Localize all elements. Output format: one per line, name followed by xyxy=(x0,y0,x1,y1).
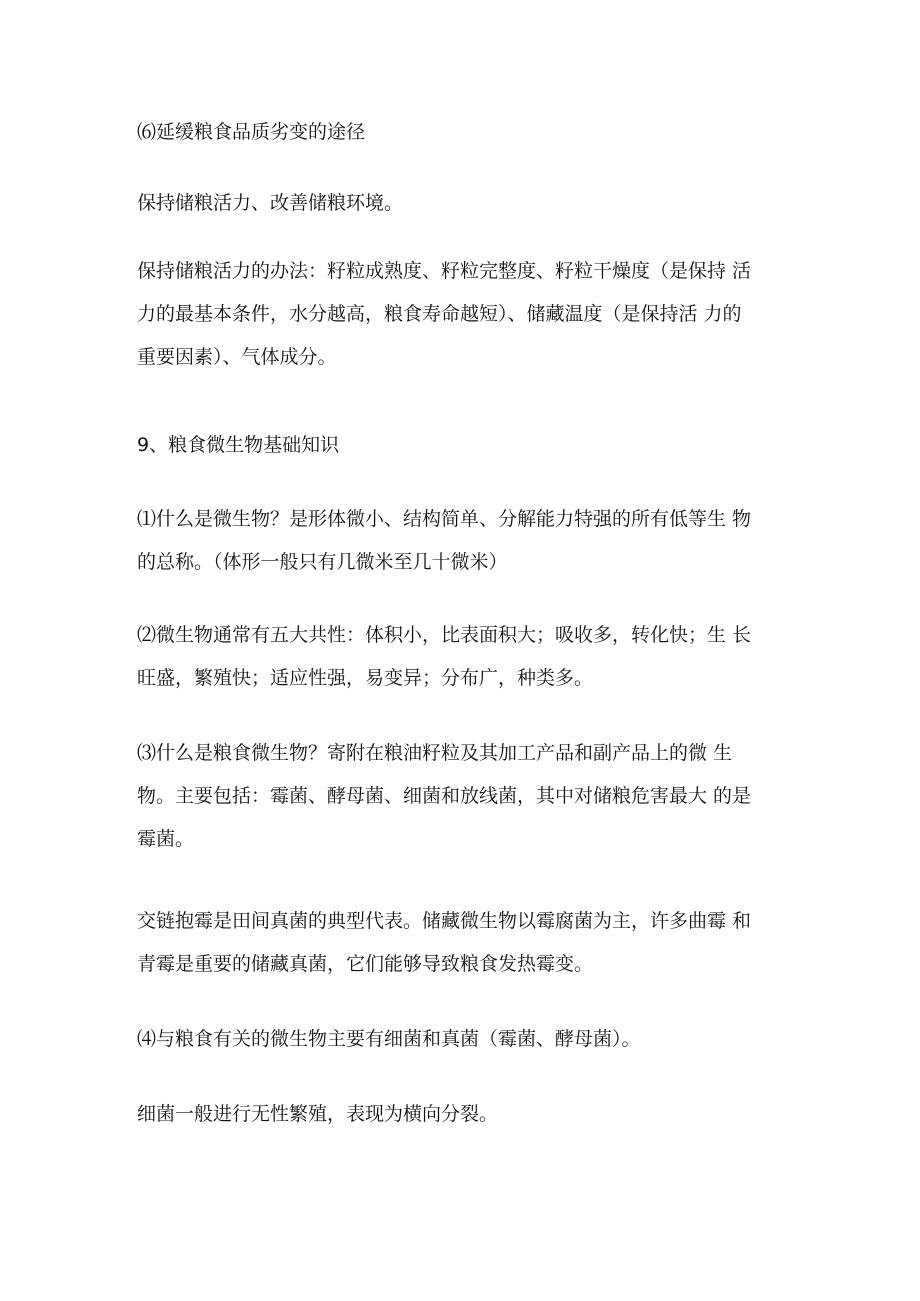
paragraph-maintain-vitality xyxy=(137,182,797,225)
paragraph-grain-microorganisms xyxy=(137,732,797,861)
text-line: 物。主要包括：霉菌、酵母菌、细菌和放线菌，其中对储粮危害最大 的是 xyxy=(137,785,752,807)
paragraph-what-is-microorganism xyxy=(137,498,797,584)
text-line: ⑴什么是微生物？是形体微小、结构简单、分解能力特强的所有低等生 物 xyxy=(137,508,752,530)
text-line: ⑷与粮食有关的微生物主要有细菌和真菌（霉菌、酵母菌）。 xyxy=(137,1028,641,1050)
text-line: 重要因素）、气体成分。 xyxy=(137,346,337,368)
text-line: 霉菌。 xyxy=(137,828,195,850)
paragraph-five-traits xyxy=(137,614,797,700)
paragraph-vitality-methods xyxy=(137,250,797,379)
text-line: 交链抱霉是田间真菌的典型代表。储藏微生物以霉腐菌为主，许多曲霉 和 xyxy=(137,910,752,932)
text-line: ⑹延缓粮食品质劣变的途径 xyxy=(137,121,366,143)
text-line: 细菌一般进行无性繁殖，表现为横向分裂。 xyxy=(137,1103,499,1125)
text-line: 力的最基本条件，水分越高，粮食寿命越短）、储藏温度（是保持活 力的 xyxy=(137,303,742,325)
heading-microbiology-basics xyxy=(137,424,797,467)
text-line: 保持储粮活力、改善储粮环境。 xyxy=(137,192,404,214)
text-line: ⑶什么是粮食微生物？寄附在粮油籽粒及其加工产品和副产品上的微 生 xyxy=(137,742,733,764)
text-line: ⑵微生物通常有五大共性：体积小，比表面积大；吸收多，转化快；生 长 xyxy=(137,624,752,646)
paragraph-storage-fungi xyxy=(137,900,797,986)
text-line: 保持储粮活力的办法：籽粒成熟度、籽粒完整度、籽粒干燥度（是保持 活 xyxy=(137,260,752,282)
paragraph-bacterial-reproduction xyxy=(137,1093,797,1136)
text-line: 青霉是重要的储藏真菌，它们能够导致粮食发热霉变。 xyxy=(137,953,594,975)
text-line: 旺盛，繁殖快；适应性强，易变异；分布广，种类多。 xyxy=(137,667,594,689)
text-line: 的总称。（体形一般只有几微米至几十微米） xyxy=(137,551,508,573)
heading-delay-quality-deterioration xyxy=(137,111,797,154)
text-line: 9、粮食微生物基础知识 xyxy=(137,434,340,456)
paragraph-grain-related-microbes xyxy=(137,1018,797,1061)
